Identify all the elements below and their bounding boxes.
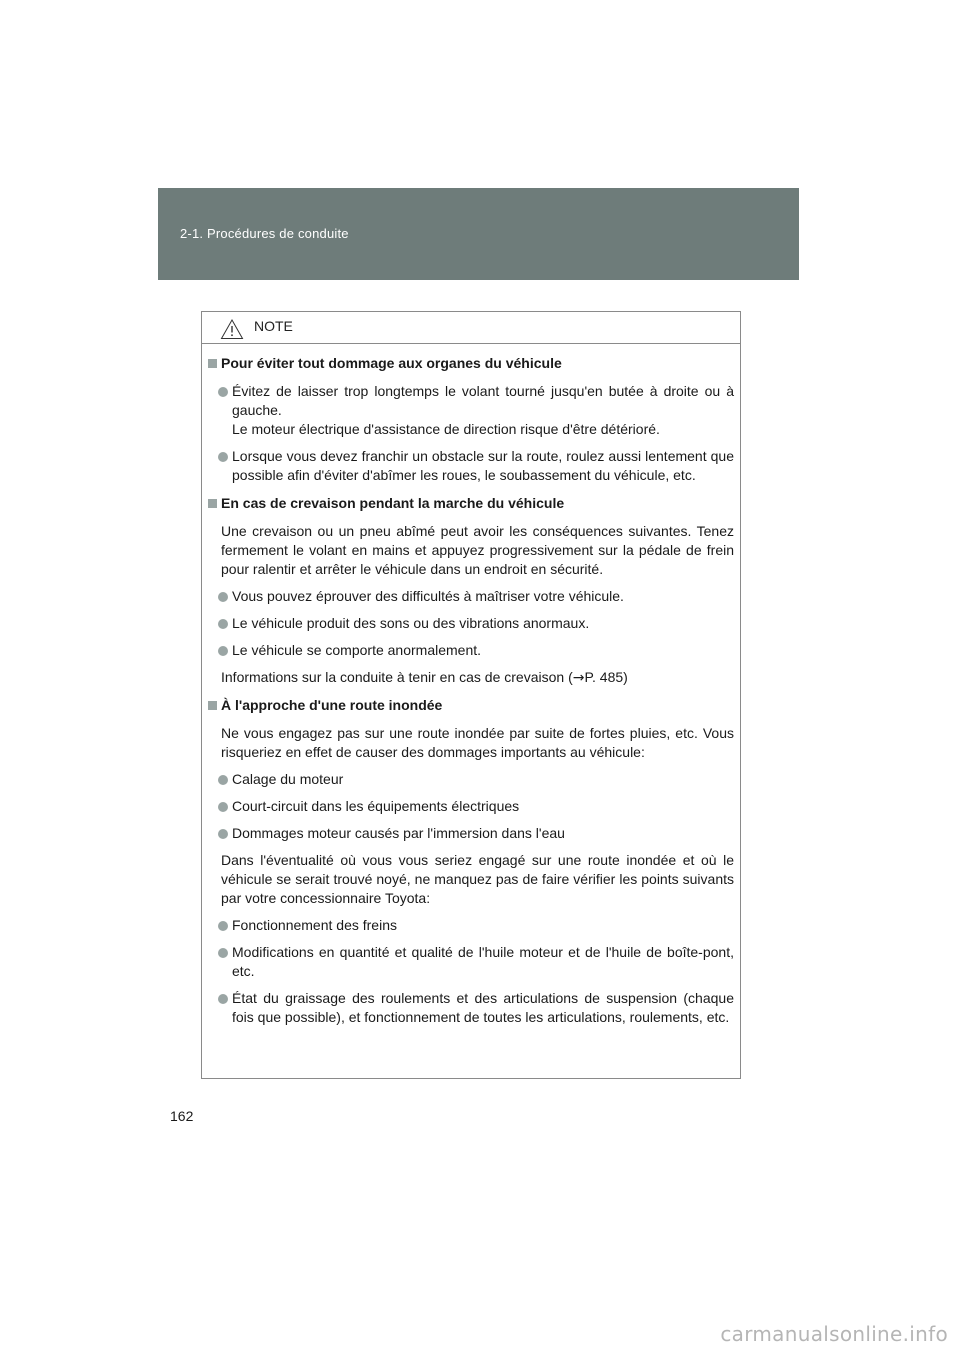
round-bullet-icon: [218, 994, 228, 1004]
list-item: Fonctionnement des freins: [208, 916, 734, 935]
page-reference: Informations sur la conduite à tenir en cas de crevaison (→P. 485): [221, 669, 628, 686]
list-item: Évitez de laisser trop longtemps le volant tourné jusqu'en butée à droite ou à gauche. Le moteur électrique d'assistance de direction risque d'être détérioré.: [208, 382, 734, 439]
section-header-band: [158, 188, 799, 280]
list-item: Dommages moteur causés par l'immersion dans l'eau: [208, 824, 734, 843]
list-item: Court-circuit dans les équipements électriques: [208, 797, 734, 816]
arrow-icon: →: [572, 670, 585, 686]
square-bullet-icon: [208, 499, 217, 508]
page-number: 162: [170, 1108, 194, 1124]
list-item: Le véhicule produit des sons ou des vibrations anormaux.: [208, 614, 734, 633]
list-item: Vous pouvez éprouver des difficultés à maîtriser votre véhicule.: [208, 587, 734, 606]
list-item: Le véhicule se comporte anormalement.: [208, 641, 734, 660]
list-item: État du graissage des roulements et des articulations de suspension (chaque fois que possible), et fonctionnement de toutes les articulations, roulements, etc.: [208, 989, 734, 1027]
round-bullet-icon: [218, 948, 228, 958]
round-bullet-icon: [218, 592, 228, 602]
round-bullet-icon: [218, 452, 228, 462]
note-header: [202, 312, 740, 344]
section-title: 2-1. Procédures de conduite: [180, 226, 349, 241]
note-box: [201, 311, 741, 1079]
note-label: NOTE: [254, 318, 293, 334]
list-item: Calage du moteur: [208, 770, 734, 789]
round-bullet-icon: [218, 646, 228, 656]
list-item: Lorsque vous devez franchir un obstacle sur la route, roulez aussi lentement que possible afin d'éviter d'abîmer les roues, le soubassement du véhicule, etc.: [208, 447, 734, 485]
round-bullet-icon: [218, 619, 228, 629]
round-bullet-icon: [218, 775, 228, 785]
square-bullet-icon: [208, 359, 217, 368]
square-bullet-icon: [208, 701, 217, 710]
paragraph: Dans l'éventualité où vous vous seriez engagé sur une route inondée et où le véhicule se serait trouvé noyé, ne manquez pas de faire vérifier les points suivants par votre concessionnaire Toyota:: [221, 852, 734, 906]
note-body: [202, 344, 740, 1027]
paragraph: Une crevaison ou un pneu abîmé peut avoir les conséquences suivantes. Tenez fermement le volant en mains et appuyez progressivement sur la pédale de frein pour ralentir et arrêter le véhicule dans un endroit en sécurité.: [221, 523, 734, 577]
section-heading: En cas de crevaison pendant la marche du véhicule: [208, 494, 734, 513]
round-bullet-icon: [218, 921, 228, 931]
round-bullet-icon: [218, 829, 228, 839]
section-heading: À l'approche d'une route inondée: [208, 696, 734, 715]
warning-triangle-icon: [220, 318, 244, 340]
round-bullet-icon: [218, 802, 228, 812]
watermark: carmanualsonline.info: [720, 1322, 948, 1346]
list-item: Modifications en quantité et qualité de l'huile moteur et de l'huile de boîte-pont, etc.: [208, 943, 734, 981]
section-heading: Pour éviter tout dommage aux organes du véhicule: [208, 354, 734, 373]
round-bullet-icon: [218, 387, 228, 397]
paragraph: Ne vous engagez pas sur une route inondée par suite de fortes pluies, etc. Vous risqueriez en effet de causer des dommages importants au véhicule:: [221, 725, 734, 760]
